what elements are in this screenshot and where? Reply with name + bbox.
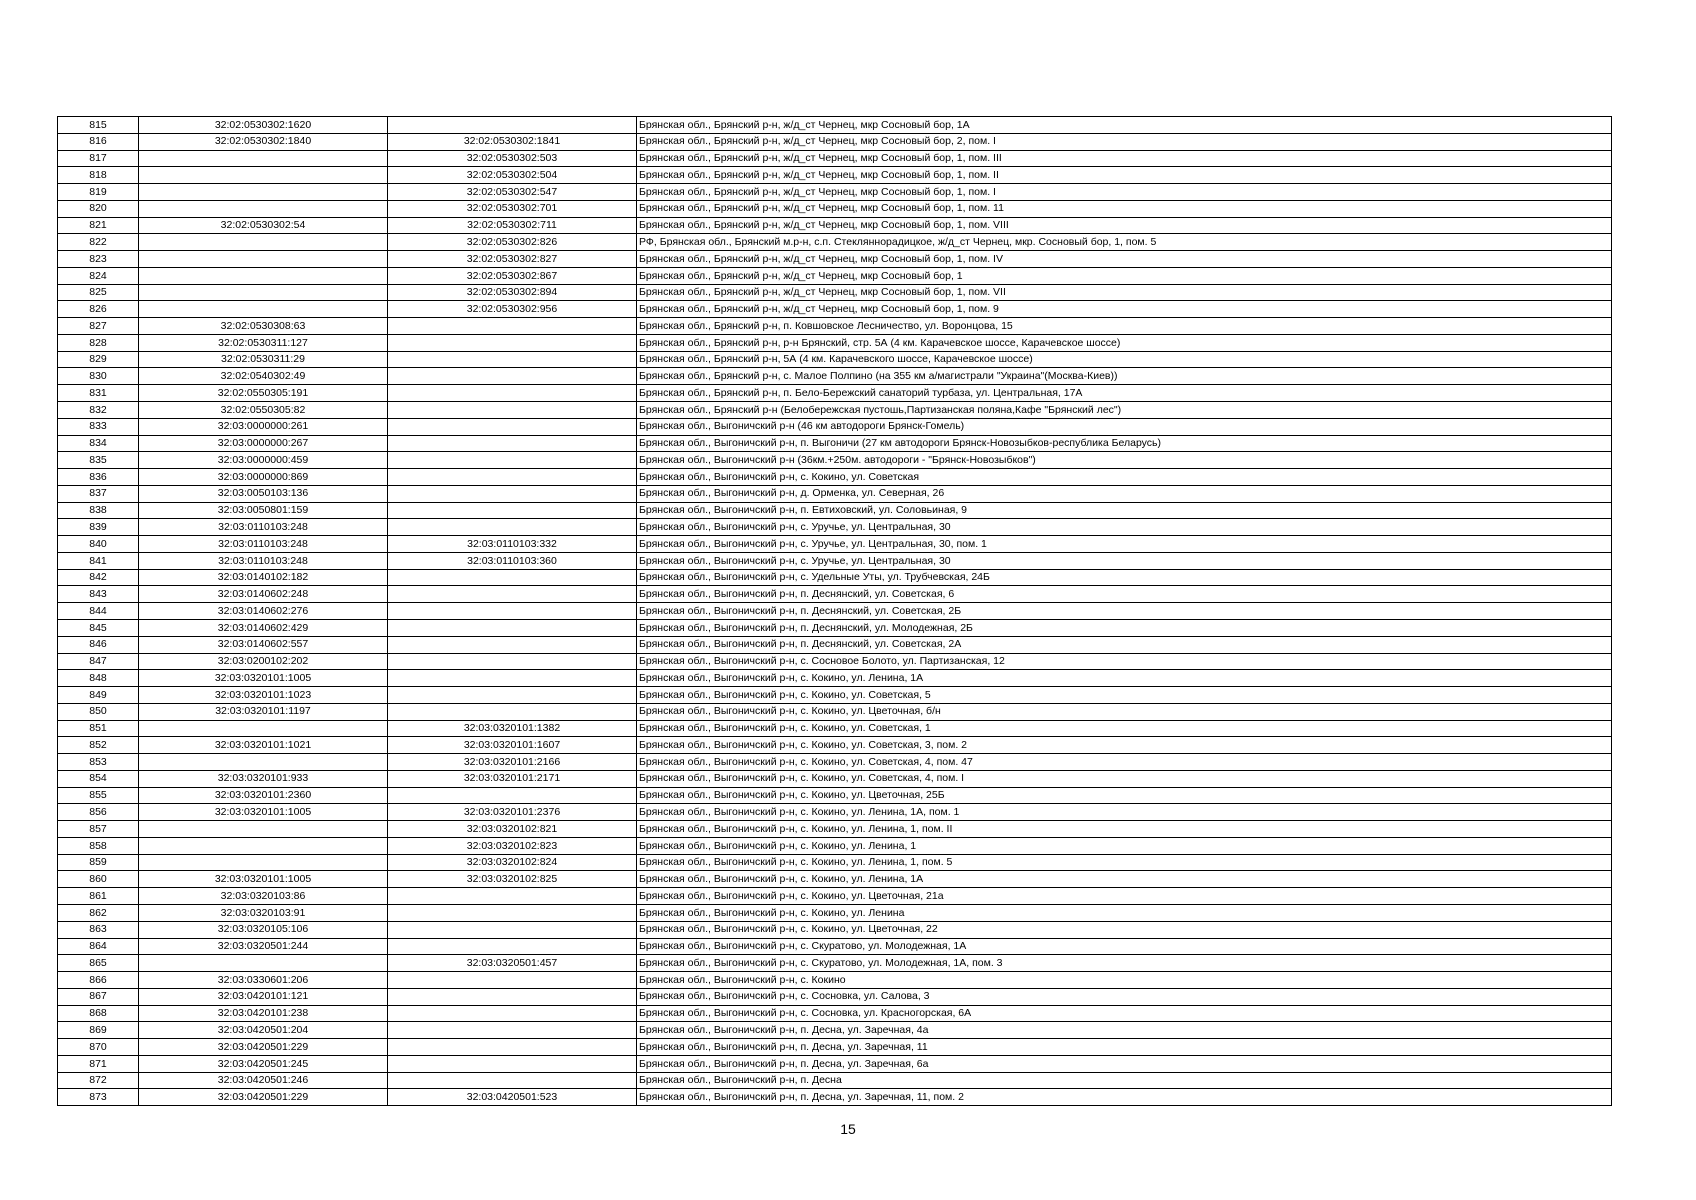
row-number-cell: 863 [58, 921, 139, 938]
cadastral-number-cell: 32:03:0320103:91 [139, 904, 388, 921]
row-number-cell: 822 [58, 234, 139, 251]
row-number-cell: 848 [58, 670, 139, 687]
table-row [58, 184, 1612, 201]
address-cell: Брянская обл., Брянский р-н, ж/д_ст Чернец, мкр Сосновый бор, 1А [637, 117, 1612, 134]
table-row [58, 485, 1612, 502]
premises-cadastral-number-cell [388, 670, 637, 687]
row-number-cell: 819 [58, 184, 139, 201]
table-row [58, 1005, 1612, 1022]
row-number-cell: 850 [58, 703, 139, 720]
premises-cadastral-number-cell [388, 418, 637, 435]
table-row [58, 1039, 1612, 1056]
address-cell: Брянская обл., Выгоничский р-н, с. Кокино, ул. Ленина, 1А [637, 670, 1612, 687]
address-cell: Брянская обл., Выгоничский р-н, п. Выгоничи (27 км автодороги Брянск-Новозыбков-республика Беларусь) [637, 435, 1612, 452]
cadastral-number-cell [139, 301, 388, 318]
address-cell: Брянская обл., Брянский р-н, р-н Брянский, стр. 5А (4 км. Карачевское шоссе, Карачевское шоссе) [637, 334, 1612, 351]
row-number-cell: 839 [58, 519, 139, 536]
address-cell: Брянская обл., Брянский р-н, ж/д_ст Чернец, мкр Сосновый бор, 1, пом. 9 [637, 301, 1612, 318]
row-number-cell: 855 [58, 787, 139, 804]
cadastral-number-cell: 32:03:0330601:206 [139, 972, 388, 989]
table-row [58, 854, 1612, 871]
cadastral-number-cell [139, 267, 388, 284]
row-number-cell: 857 [58, 821, 139, 838]
row-number-cell: 832 [58, 402, 139, 419]
table-row [58, 619, 1612, 636]
table-row [58, 519, 1612, 536]
premises-cadastral-number-cell: 32:03:0320102:824 [388, 854, 637, 871]
table-row [58, 1022, 1612, 1039]
premises-cadastral-number-cell [388, 334, 637, 351]
row-number-cell: 825 [58, 284, 139, 301]
cadastral-number-cell: 32:03:0320101:1005 [139, 871, 388, 888]
premises-cadastral-number-cell [388, 1055, 637, 1072]
table-row [58, 284, 1612, 301]
address-cell: Брянская обл., Брянский р-н, ж/д_ст Чернец, мкр Сосновый бор, 1, пом. IV [637, 251, 1612, 268]
cadastral-number-cell: 32:03:0050801:159 [139, 502, 388, 519]
premises-cadastral-number-cell [388, 402, 637, 419]
cadastral-number-cell: 32:03:0320501:244 [139, 938, 388, 955]
table-row [58, 770, 1612, 787]
address-cell: Брянская обл., Выгоничский р-н, п. Десна, ул. Заречная, 6а [637, 1055, 1612, 1072]
address-cell: Брянская обл., Выгоничский р-н, с. Кокино, ул. Советская, 4, пом. 47 [637, 754, 1612, 771]
row-number-cell: 846 [58, 636, 139, 653]
cadastral-number-cell: 32:03:0000000:261 [139, 418, 388, 435]
cadastral-number-cell [139, 184, 388, 201]
premises-cadastral-number-cell: 32:03:0320102:825 [388, 871, 637, 888]
address-cell: Брянская обл., Выгоничский р-н, с. Удельные Уты, ул. Трубчевская, 24Б [637, 569, 1612, 586]
row-number-cell: 861 [58, 888, 139, 905]
address-cell: Брянская обл., Брянский р-н, п. Бело-Бережский санаторий турбаза, ул. Центральная, 17А [637, 385, 1612, 402]
cadastral-number-cell [139, 821, 388, 838]
premises-cadastral-number-cell [388, 502, 637, 519]
row-number-cell: 840 [58, 536, 139, 553]
address-cell: Брянская обл., Выгоничский р-н, с. Скуратово, ул. Молодежная, 1А [637, 938, 1612, 955]
address-cell: Брянская обл., Выгоничский р-н, п. Деснянский, ул. Советская, 2А [637, 636, 1612, 653]
address-cell: Брянская обл., Брянский р-н, ж/д_ст Чернец, мкр Сосновый бор, 1, пом. II [637, 167, 1612, 184]
table-row [58, 888, 1612, 905]
cadastral-number-cell: 32:03:0320101:1021 [139, 737, 388, 754]
address-cell: Брянская обл., Брянский р-н, ж/д_ст Чернец, мкр Сосновый бор, 1, пом. VIII [637, 217, 1612, 234]
address-cell: Брянская обл., Брянский р-н, п. Ковшовское Лесничество, ул. Воронцова, 15 [637, 318, 1612, 335]
address-cell: Брянская обл., Выгоничский р-н, п. Десна [637, 1072, 1612, 1089]
row-number-cell: 852 [58, 737, 139, 754]
premises-cadastral-number-cell: 32:02:0530302:503 [388, 150, 637, 167]
address-cell: Брянская обл., Выгоничский р-н, с. Кокино, ул. Советская [637, 469, 1612, 486]
cadastral-number-cell [139, 955, 388, 972]
table-row [58, 217, 1612, 234]
cadastral-number-cell: 32:03:0140602:429 [139, 619, 388, 636]
premises-cadastral-number-cell: 32:03:0320101:2166 [388, 754, 637, 771]
premises-cadastral-number-cell: 32:02:0530302:827 [388, 251, 637, 268]
premises-cadastral-number-cell: 32:02:0530302:711 [388, 217, 637, 234]
address-cell: Брянская обл., Выгоничский р-н, п. Деснянский, ул. Молодежная, 2Б [637, 619, 1612, 636]
address-cell: Брянская обл., Выгоничский р-н, с. Кокино, ул. Цветочная, б/н [637, 703, 1612, 720]
premises-cadastral-number-cell: 32:03:0320101:1607 [388, 737, 637, 754]
row-number-cell: 830 [58, 368, 139, 385]
premises-cadastral-number-cell: 32:03:0110103:360 [388, 552, 637, 569]
address-cell: Брянская обл., Выгоничский р-н, с. Кокино, ул. Ленина, 1, пом. II [637, 821, 1612, 838]
table-row [58, 167, 1612, 184]
row-number-cell: 837 [58, 485, 139, 502]
premises-cadastral-number-cell: 32:02:0530302:547 [388, 184, 637, 201]
address-cell: Брянская обл., Выгоничский р-н, д. Орменка, ул. Северная, 26 [637, 485, 1612, 502]
row-number-cell: 842 [58, 569, 139, 586]
cadastral-number-cell: 32:02:0550305:82 [139, 402, 388, 419]
row-number-cell: 851 [58, 720, 139, 737]
row-number-cell: 867 [58, 988, 139, 1005]
cadastral-number-cell: 32:02:0530302:1620 [139, 117, 388, 134]
table-row [58, 133, 1612, 150]
address-cell: Брянская обл., Выгоничский р-н, п. Евтиховский, ул. Соловьиная, 9 [637, 502, 1612, 519]
address-cell: Брянская обл., Выгоничский р-н, с. Кокино, ул. Ленина, 1А [637, 871, 1612, 888]
row-number-cell: 831 [58, 385, 139, 402]
premises-cadastral-number-cell: 32:03:0320101:2171 [388, 770, 637, 787]
address-cell: Брянская обл., Выгоничский р-н, с. Уручье, ул. Центральная, 30 [637, 519, 1612, 536]
cadastral-number-cell: 32:03:0320103:86 [139, 888, 388, 905]
row-number-cell: 859 [58, 854, 139, 871]
row-number-cell: 818 [58, 167, 139, 184]
premises-cadastral-number-cell [388, 318, 637, 335]
address-cell: Брянская обл., Выгоничский р-н, п. Десна, ул. Заречная, 11, пом. 2 [637, 1089, 1612, 1106]
row-number-cell: 823 [58, 251, 139, 268]
row-number-cell: 828 [58, 334, 139, 351]
row-number-cell: 862 [58, 904, 139, 921]
row-number-cell: 870 [58, 1039, 139, 1056]
premises-cadastral-number-cell: 32:02:0530302:826 [388, 234, 637, 251]
premises-cadastral-number-cell [388, 452, 637, 469]
cadastral-number-cell: 32:03:0420101:238 [139, 1005, 388, 1022]
cadastral-number-cell [139, 720, 388, 737]
cadastral-number-cell: 32:03:0320101:1023 [139, 687, 388, 704]
table-row [58, 972, 1612, 989]
row-number-cell: 827 [58, 318, 139, 335]
table-row [58, 552, 1612, 569]
row-number-cell: 835 [58, 452, 139, 469]
premises-cadastral-number-cell [388, 653, 637, 670]
table-row [58, 569, 1612, 586]
table-row [58, 720, 1612, 737]
address-cell: Брянская обл., Выгоничский р-н, с. Уручье, ул. Центральная, 30 [637, 552, 1612, 569]
row-number-cell: 817 [58, 150, 139, 167]
table-row [58, 754, 1612, 771]
table-row [58, 1072, 1612, 1089]
address-cell: Брянская обл., Выгоничский р-н, с. Кокино, ул. Ленина [637, 904, 1612, 921]
row-number-cell: 866 [58, 972, 139, 989]
address-cell: Брянская обл., Брянский р-н, 5А (4 км. Карачевского шоссе, Карачевское шоссе) [637, 351, 1612, 368]
address-cell: Брянская обл., Выгоничский р-н, с. Скуратово, ул. Молодежная, 1А, пом. 3 [637, 955, 1612, 972]
row-number-cell: 841 [58, 552, 139, 569]
premises-cadastral-number-cell: 32:02:0530302:956 [388, 301, 637, 318]
row-number-cell: 847 [58, 653, 139, 670]
premises-cadastral-number-cell [388, 619, 637, 636]
table-row [58, 1055, 1612, 1072]
premises-cadastral-number-cell [388, 988, 637, 1005]
address-cell: Брянская обл., Выгоничский р-н, с. Кокино [637, 972, 1612, 989]
address-cell: Брянская обл., Выгоничский р-н, с. Сосновка, ул. Красногорская, 6А [637, 1005, 1612, 1022]
premises-cadastral-number-cell [388, 904, 637, 921]
address-cell: Брянская обл., Выгоничский р-н, п. Десна, ул. Заречная, 11 [637, 1039, 1612, 1056]
table-row [58, 955, 1612, 972]
table-row [58, 670, 1612, 687]
table-row [58, 787, 1612, 804]
cadastral-number-cell: 32:03:0140602:276 [139, 603, 388, 620]
table-row [58, 469, 1612, 486]
row-number-cell: 868 [58, 1005, 139, 1022]
row-number-cell: 820 [58, 200, 139, 217]
cadastral-number-cell: 32:03:0000000:459 [139, 452, 388, 469]
table-row [58, 837, 1612, 854]
address-cell: Брянская обл., Выгоничский р-н (36км.+250м. автодороги - "Брянск-Новозыбков") [637, 452, 1612, 469]
row-number-cell: 836 [58, 469, 139, 486]
premises-cadastral-number-cell [388, 117, 637, 134]
page-number: 15 [840, 1121, 856, 1137]
row-number-cell: 873 [58, 1089, 139, 1106]
table-row [58, 334, 1612, 351]
cadastral-number-cell: 32:03:0420501:229 [139, 1089, 388, 1106]
address-cell: Брянская обл., Выгоничский р-н, с. Уручье, ул. Центральная, 30, пом. 1 [637, 536, 1612, 553]
cadastral-number-cell: 32:02:0530308:63 [139, 318, 388, 335]
cadastral-number-cell [139, 150, 388, 167]
table-row [58, 502, 1612, 519]
table-row [58, 251, 1612, 268]
row-number-cell: 872 [58, 1072, 139, 1089]
cadastral-number-cell: 32:03:0140102:182 [139, 569, 388, 586]
cadastral-number-cell [139, 284, 388, 301]
cadastral-number-cell: 32:02:0530311:29 [139, 351, 388, 368]
address-cell: Брянская обл., Выгоничский р-н (46 км автодороги Брянск-Гомель) [637, 418, 1612, 435]
row-number-cell: 849 [58, 687, 139, 704]
address-cell: Брянская обл., Выгоничский р-н, п. Деснянский, ул. Советская, 2Б [637, 603, 1612, 620]
table-row [58, 368, 1612, 385]
cadastral-number-cell: 32:02:0530302:1840 [139, 133, 388, 150]
address-cell: Брянская обл., Выгоничский р-н, с. Кокино, ул. Ленина, 1 [637, 837, 1612, 854]
cadastral-number-cell [139, 854, 388, 871]
premises-cadastral-number-cell: 32:02:0530302:504 [388, 167, 637, 184]
table-row [58, 703, 1612, 720]
address-cell: Брянская обл., Брянский р-н, с. Малое Полпино (на 355 км а/магистрали "Украина"(Москва-Киев)) [637, 368, 1612, 385]
cadastral-number-cell: 32:02:0540302:49 [139, 368, 388, 385]
address-cell: Брянская обл., Выгоничский р-н, п. Десна, ул. Заречная, 4а [637, 1022, 1612, 1039]
cadastral-number-cell: 32:03:0420501:246 [139, 1072, 388, 1089]
premises-cadastral-number-cell [388, 1072, 637, 1089]
cadastral-number-cell [139, 200, 388, 217]
table-row [58, 988, 1612, 1005]
address-cell: Брянская обл., Брянский р-н, ж/д_ст Чернец, мкр Сосновый бор, 1, пом. III [637, 150, 1612, 167]
row-number-cell: 838 [58, 502, 139, 519]
cadastral-number-cell: 32:03:0320101:2360 [139, 787, 388, 804]
row-number-cell: 858 [58, 837, 139, 854]
table-row [58, 234, 1612, 251]
premises-cadastral-number-cell [388, 519, 637, 536]
cadastral-number-cell: 32:03:0110103:248 [139, 536, 388, 553]
cadastral-number-cell: 32:03:0420501:245 [139, 1055, 388, 1072]
premises-cadastral-number-cell: 32:03:0420501:523 [388, 1089, 637, 1106]
premises-cadastral-number-cell [388, 921, 637, 938]
cadastral-number-cell: 32:03:0110103:248 [139, 552, 388, 569]
premises-cadastral-number-cell [388, 485, 637, 502]
address-cell: Брянская обл., Выгоничский р-н, с. Кокино, ул. Цветочная, 25Б [637, 787, 1612, 804]
row-number-cell: 826 [58, 301, 139, 318]
cadastral-number-cell: 32:03:0320101:1005 [139, 670, 388, 687]
premises-cadastral-number-cell [388, 603, 637, 620]
cadastral-number-cell: 32:03:0110103:248 [139, 519, 388, 536]
row-number-cell: 833 [58, 418, 139, 435]
premises-cadastral-number-cell [388, 368, 637, 385]
table-row [58, 418, 1612, 435]
address-cell: Брянская обл., Выгоничский р-н, с. Кокино, ул. Ленина, 1, пом. 5 [637, 854, 1612, 871]
row-number-cell: 844 [58, 603, 139, 620]
cadastral-number-cell: 32:03:0140602:248 [139, 586, 388, 603]
row-number-cell: 843 [58, 586, 139, 603]
table-row [58, 904, 1612, 921]
premises-cadastral-number-cell [388, 636, 637, 653]
table-row [58, 402, 1612, 419]
premises-cadastral-number-cell [388, 469, 637, 486]
cadastral-number-cell: 32:03:0000000:869 [139, 469, 388, 486]
table-row [58, 536, 1612, 553]
premises-cadastral-number-cell: 32:03:0110103:332 [388, 536, 637, 553]
table-row [58, 821, 1612, 838]
table-row [58, 150, 1612, 167]
table-row [58, 267, 1612, 284]
address-cell: Брянская обл., Выгоничский р-н, с. Кокино, ул. Советская, 5 [637, 687, 1612, 704]
premises-cadastral-number-cell [388, 351, 637, 368]
address-cell: Брянская обл., Брянский р-н, ж/д_ст Чернец, мкр Сосновый бор, 1 [637, 267, 1612, 284]
premises-cadastral-number-cell: 32:02:0530302:1841 [388, 133, 637, 150]
registry-table-body [58, 117, 1612, 1106]
row-number-cell: 845 [58, 619, 139, 636]
table-row [58, 385, 1612, 402]
premises-cadastral-number-cell [388, 1022, 637, 1039]
address-cell: Брянская обл., Выгоничский р-н, с. Кокино, ул. Советская, 3, пом. 2 [637, 737, 1612, 754]
cadastral-number-cell [139, 837, 388, 854]
cadastral-number-cell: 32:03:0140602:557 [139, 636, 388, 653]
premises-cadastral-number-cell [388, 888, 637, 905]
row-number-cell: 860 [58, 871, 139, 888]
address-cell: Брянская обл., Выгоничский р-н, с. Сосновое Болото, ул. Партизанская, 12 [637, 653, 1612, 670]
address-cell: Брянская обл., Выгоничский р-н, с. Кокино, ул. Цветочная, 21а [637, 888, 1612, 905]
cadastral-number-cell [139, 251, 388, 268]
cadastral-number-cell: 32:03:0320105:106 [139, 921, 388, 938]
premises-cadastral-number-cell [388, 703, 637, 720]
address-cell: Брянская обл., Выгоничский р-н, с. Кокино, ул. Советская, 4, пом. I [637, 770, 1612, 787]
table-row [58, 603, 1612, 620]
address-cell: РФ, Брянская обл., Брянский м.р-н, с.п. Стекляннорадицкое, ж/д_ст Чернец, мкр. Сосновый бор, 1, пом. 5 [637, 234, 1612, 251]
table-row [58, 804, 1612, 821]
row-number-cell: 824 [58, 267, 139, 284]
cadastral-number-cell [139, 167, 388, 184]
row-number-cell: 821 [58, 217, 139, 234]
premises-cadastral-number-cell: 32:03:0320101:1382 [388, 720, 637, 737]
premises-cadastral-number-cell: 32:02:0530302:894 [388, 284, 637, 301]
cadastral-number-cell [139, 754, 388, 771]
cadastral-number-cell: 32:02:0530302:54 [139, 217, 388, 234]
cadastral-number-cell: 32:03:0420101:121 [139, 988, 388, 1005]
premises-cadastral-number-cell: 32:02:0530302:867 [388, 267, 637, 284]
premises-cadastral-number-cell: 32:03:0320501:457 [388, 955, 637, 972]
premises-cadastral-number-cell [388, 787, 637, 804]
cadastral-number-cell: 32:03:0200102:202 [139, 653, 388, 670]
row-number-cell: 829 [58, 351, 139, 368]
premises-cadastral-number-cell: 32:03:0320102:821 [388, 821, 637, 838]
address-cell: Брянская обл., Выгоничский р-н, п. Деснянский, ул. Советская, 6 [637, 586, 1612, 603]
premises-cadastral-number-cell [388, 435, 637, 452]
address-cell: Брянская обл., Выгоничский р-н, с. Сосновка, ул. Салова, 3 [637, 988, 1612, 1005]
cadastral-number-cell: 32:03:0320101:1197 [139, 703, 388, 720]
table-row [58, 687, 1612, 704]
table-row [58, 938, 1612, 955]
row-number-cell: 816 [58, 133, 139, 150]
address-cell: Брянская обл., Брянский р-н, ж/д_ст Чернец, мкр Сосновый бор, 2, пом. I [637, 133, 1612, 150]
cadastral-number-cell [139, 234, 388, 251]
table-row [58, 117, 1612, 134]
cadastral-number-cell: 32:03:0320101:933 [139, 770, 388, 787]
address-cell: Брянская обл., Брянский р-н, ж/д_ст Чернец, мкр Сосновый бор, 1, пом. 11 [637, 200, 1612, 217]
cadastral-number-cell: 32:02:0530311:127 [139, 334, 388, 351]
address-cell: Брянская обл., Брянский р-н, ж/д_ст Чернец, мкр Сосновый бор, 1, пом. VII [637, 284, 1612, 301]
address-cell: Брянская обл., Брянский р-н, ж/д_ст Чернец, мкр Сосновый бор, 1, пом. I [637, 184, 1612, 201]
row-number-cell: 856 [58, 804, 139, 821]
table-row [58, 653, 1612, 670]
address-cell: Брянская обл., Выгоничский р-н, с. Кокино, ул. Ленина, 1А, пом. 1 [637, 804, 1612, 821]
table-row [58, 586, 1612, 603]
table-row [58, 351, 1612, 368]
table-row [58, 636, 1612, 653]
premises-cadastral-number-cell [388, 972, 637, 989]
premises-cadastral-number-cell [388, 1039, 637, 1056]
row-number-cell: 869 [58, 1022, 139, 1039]
table-row [58, 200, 1612, 217]
row-number-cell: 864 [58, 938, 139, 955]
table-row [58, 318, 1612, 335]
table-row [58, 871, 1612, 888]
table-row [58, 737, 1612, 754]
row-number-cell: 853 [58, 754, 139, 771]
cadastral-number-cell: 32:03:0000000:267 [139, 435, 388, 452]
premises-cadastral-number-cell [388, 569, 637, 586]
row-number-cell: 871 [58, 1055, 139, 1072]
cadastral-number-cell: 32:03:0420501:229 [139, 1039, 388, 1056]
premises-cadastral-number-cell: 32:02:0530302:701 [388, 200, 637, 217]
table-row [58, 435, 1612, 452]
table-row [58, 921, 1612, 938]
table-row [58, 301, 1612, 318]
premises-cadastral-number-cell [388, 385, 637, 402]
premises-cadastral-number-cell [388, 938, 637, 955]
address-cell: Брянская обл., Брянский р-н (Белобережская пустошь,Партизанская поляна,Кафе "Брянский лес") [637, 402, 1612, 419]
address-cell: Брянская обл., Выгоничский р-н, с. Кокино, ул. Цветочная, 22 [637, 921, 1612, 938]
premises-cadastral-number-cell: 32:03:0320102:823 [388, 837, 637, 854]
row-number-cell: 865 [58, 955, 139, 972]
row-number-cell: 854 [58, 770, 139, 787]
cadastral-number-cell: 32:02:0550305:191 [139, 385, 388, 402]
cadastral-number-cell: 32:03:0320101:1005 [139, 804, 388, 821]
table-row [58, 1089, 1612, 1106]
address-cell: Брянская обл., Выгоничский р-н, с. Кокино, ул. Советская, 1 [637, 720, 1612, 737]
premises-cadastral-number-cell [388, 586, 637, 603]
premises-cadastral-number-cell [388, 1005, 637, 1022]
registry-table [57, 116, 1612, 1106]
cadastral-number-cell: 32:03:0050103:136 [139, 485, 388, 502]
premises-cadastral-number-cell: 32:03:0320101:2376 [388, 804, 637, 821]
cadastral-number-cell: 32:03:0420501:204 [139, 1022, 388, 1039]
row-number-cell: 815 [58, 117, 139, 134]
row-number-cell: 834 [58, 435, 139, 452]
premises-cadastral-number-cell [388, 687, 637, 704]
table-row [58, 452, 1612, 469]
